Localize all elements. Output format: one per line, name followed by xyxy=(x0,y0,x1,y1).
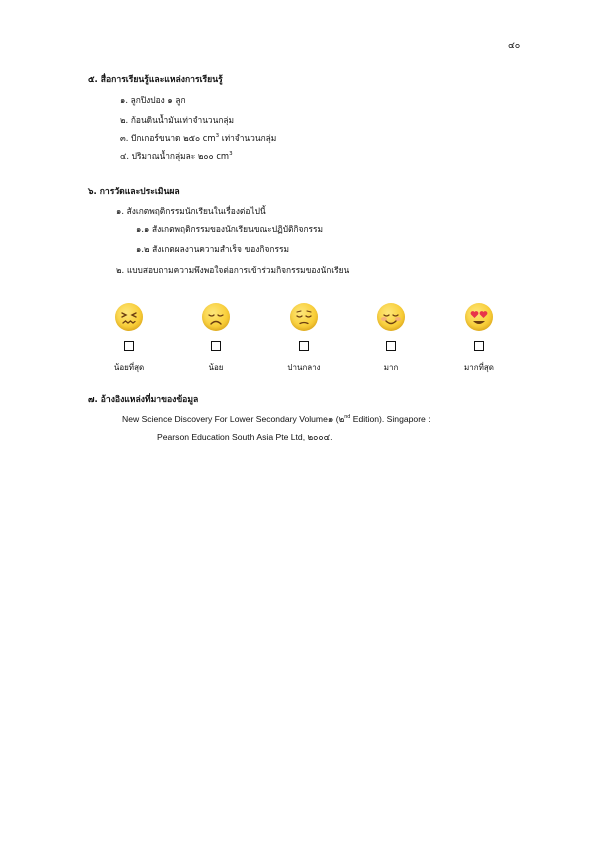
evaluation-sub2: ๒. แบบสอบถามความพึงพอใจต่อการเข้าร่วมกิจกรรมของนักเรียน xyxy=(116,265,350,275)
evaluation-heading: ๖. การวัดและประเมินผล xyxy=(88,187,180,197)
media-item-3 xyxy=(120,134,276,142)
media-item-4 xyxy=(120,152,233,160)
media-item-2: ๒. ก้อนดินน้ำมันเท่าจำนวนกลุ่ม xyxy=(120,115,235,125)
references-heading: ๗. อ้างอิงแหล่งที่มาของข้อมูล xyxy=(88,395,199,405)
rating-checkbox-1[interactable] xyxy=(124,341,134,351)
rating-checkbox-2[interactable] xyxy=(211,341,221,351)
rating-label-1: น้อยที่สุด xyxy=(113,363,145,372)
media-item-1: ๑. ลูกปิงปอง ๑ ลูก xyxy=(120,95,186,105)
heart-eyes-face-icon xyxy=(465,303,493,331)
reference-line-1-a: New Science Discovery For Lower Secondary Volume๑ (๒ xyxy=(122,414,345,424)
media-item-3-tail: เท่าจำนวนกลุ่ม xyxy=(219,133,277,143)
superscript-3: 3 xyxy=(215,133,220,140)
rating-checkbox-5[interactable] xyxy=(474,341,484,351)
superscript-3: 3 xyxy=(229,151,233,158)
media-item-3-text: ๓. บีกเกอร์ขนาด ๒๕๐ cm xyxy=(120,133,216,143)
disappointed-face-icon xyxy=(202,303,230,331)
rating-checkbox-3[interactable] xyxy=(299,341,309,351)
rating-label-3: ปานกลาง xyxy=(287,363,321,372)
reference-line-1-b: Edition). Singapore : xyxy=(350,414,431,424)
media-heading: ๕. สื่อการเรียนรู้และแหล่งการเรียนรู้ xyxy=(88,75,223,85)
relieved-smiling-face-icon xyxy=(377,303,405,331)
pensive-face-icon xyxy=(290,303,318,331)
evaluation-sub1: ๑. สังเกตพฤติกรรมนักเรียนในเรื่องต่อไปนี้ xyxy=(116,206,266,216)
reference-superscript: nd xyxy=(344,414,351,421)
page-number: ๔๐ xyxy=(508,41,521,51)
evaluation-sub1-item-1: ๑.๑ สังเกตพฤติกรรมของนักเรียนขณะปฏิบัติกิจกรรม xyxy=(136,224,324,234)
evaluation-sub1-item-2: ๑.๒ สังเกตผลงานความสำเร็จ ของกิจกรรม xyxy=(136,244,289,254)
rating-checkbox-4[interactable] xyxy=(386,341,396,351)
rating-label-5: มากที่สุด xyxy=(464,363,494,372)
rating-label-4: มาก xyxy=(383,363,399,372)
media-item-4-text: ๔. ปริมาณน้ำกลุ่มละ ๒๐๐ cm xyxy=(120,151,230,161)
reference-line-2: Pearson Education South Asia Pte Ltd, ๒๐๐๔. xyxy=(157,432,333,442)
rating-label-2: น้อย xyxy=(208,363,224,372)
confounded-face-icon xyxy=(115,303,143,331)
reference-line-1 xyxy=(122,415,431,424)
